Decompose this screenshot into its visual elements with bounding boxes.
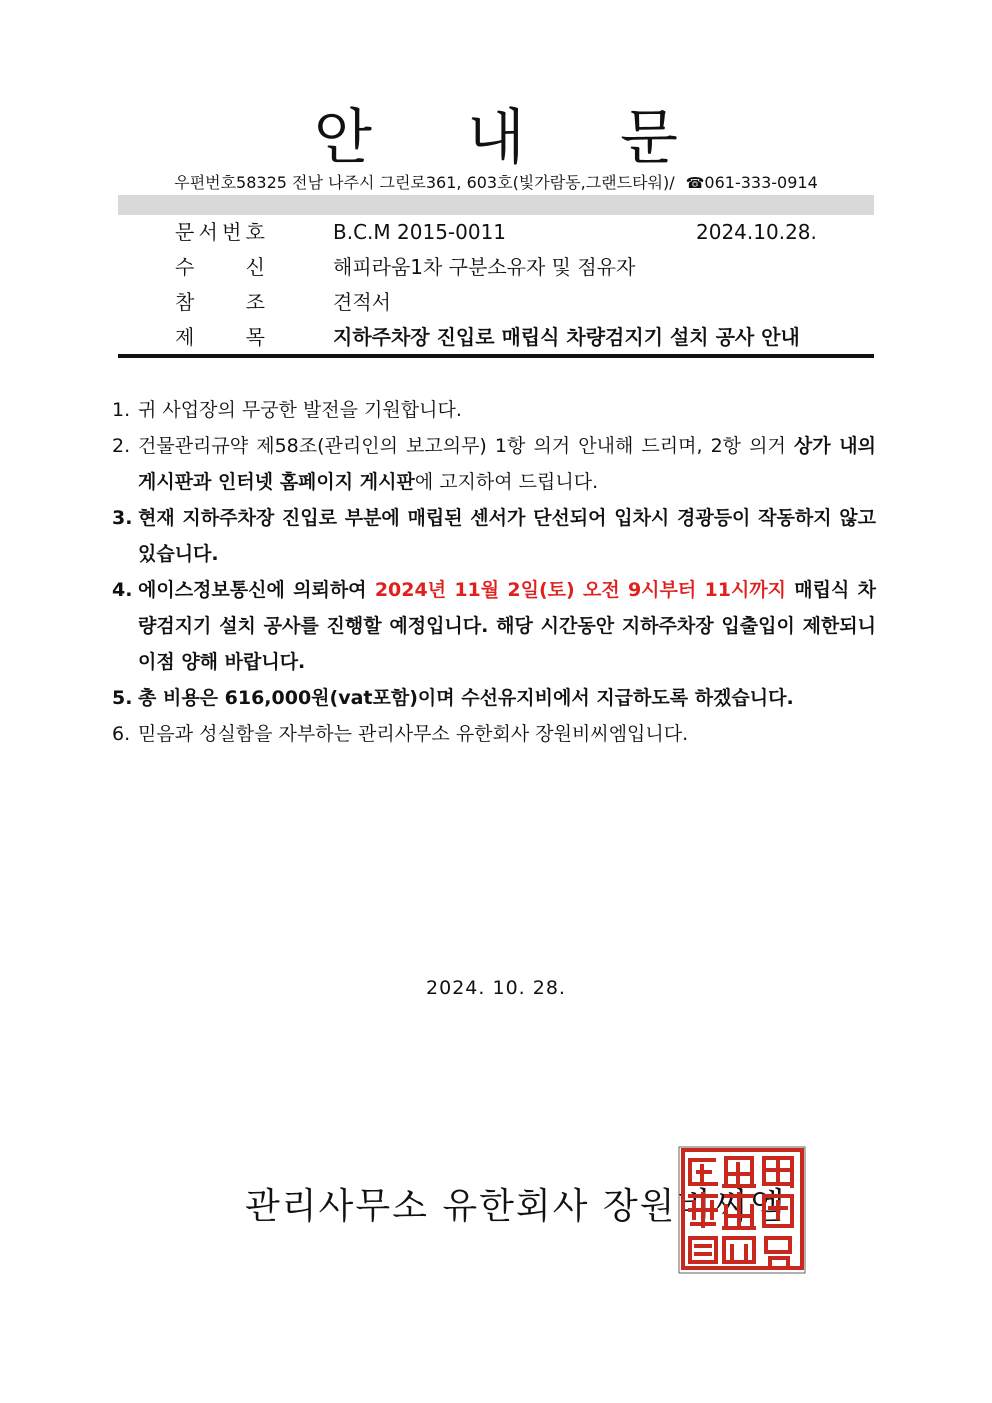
item-number: 2.	[112, 435, 131, 457]
official-seal-stamp	[678, 1146, 806, 1274]
header-divider-bar	[118, 195, 874, 215]
bold-phrase: 상가 내의 게시판과 인터넷 홈페이지 게시판	[138, 435, 876, 493]
signature-line: 관리사무소 유한회사 장원비씨엠	[245, 1186, 787, 1227]
doc-number-value: B.C.M 2015-0011	[333, 220, 507, 244]
item-text: 총 비용은 616,000원(vat포함)이며 수선유지비에서 지급하도록 하겠습니다.	[138, 687, 794, 709]
list-item	[112, 392, 876, 428]
item-number: 6.	[112, 723, 131, 745]
item-number: 5.	[112, 687, 133, 709]
document-title: 안 내 문	[313, 103, 717, 173]
meta-row-subject	[0, 322, 992, 352]
reference-value: 견적서	[333, 290, 391, 314]
subject-label: 제 목	[175, 325, 265, 349]
item-number: 4.	[112, 579, 133, 601]
header-bottom-rule	[118, 354, 874, 358]
issue-date: 2024. 10. 28.	[426, 977, 566, 999]
schedule-highlight: 2024년 11월 2일(토) 오전 9시부터 11시까지	[374, 579, 787, 601]
item-text: 건물관리규약 제58조(관리인의 보고의무) 1항 의거 안내해 드리며, 2항 의거 상가 내의 게시판과 인터넷 홈페이지 게시판에 고지하여 드립니다.	[138, 435, 876, 493]
item-text: 현재 지하주차장 진입로 부분에 매립된 센서가 단선되어 입차시 경광등이 작동하지 않고 있습니다.	[138, 507, 876, 565]
doc-number-label: 문 서 번 호	[175, 220, 265, 244]
meta-row-reference	[0, 287, 992, 317]
meta-row-recipient	[0, 252, 992, 282]
item-text: 귀 사업장의 무궁한 발전을 기원합니다.	[138, 399, 462, 421]
list-item	[112, 680, 876, 716]
notice-body	[112, 392, 876, 752]
item-text: 에이스정보통신에 의뢰하여 2024년 11월 2일(토) 오전 9시부터 11시까지 매립식 차량검지기 설치 공사를 진행할 예정입니다. 해당 시간동안 지하주차장 입출입이 제한되니 이점 양해 바랍니다.	[138, 579, 876, 673]
list-item	[112, 500, 876, 572]
meta-row-doc-number	[0, 217, 992, 247]
sender-address	[0, 172, 992, 194]
list-item	[112, 572, 876, 680]
recipient-label: 수 신	[175, 255, 265, 279]
list-item	[112, 428, 876, 500]
phone-number: 061-333-0914	[704, 173, 818, 192]
doc-date: 2024.10.28.	[696, 220, 817, 244]
address-text: 우편번호58325 전남 나주시 그린로361, 603호(빛가람동,그랜드타워)/	[174, 173, 680, 192]
reference-label: 참 조	[175, 290, 265, 314]
item-number: 1.	[112, 399, 131, 421]
subject-value: 지하주차장 진입로 매립식 차량검지기 설치 공사 안내	[333, 325, 800, 349]
item-text: 믿음과 성실함을 자부하는 관리사무소 유한회사 장원비씨엠입니다.	[138, 723, 689, 745]
item-number: 3.	[112, 507, 133, 529]
recipient-value: 해피라움1차 구분소유자 및 점유자	[333, 255, 636, 279]
telephone-icon: ☎	[685, 174, 705, 192]
list-item	[112, 716, 876, 752]
